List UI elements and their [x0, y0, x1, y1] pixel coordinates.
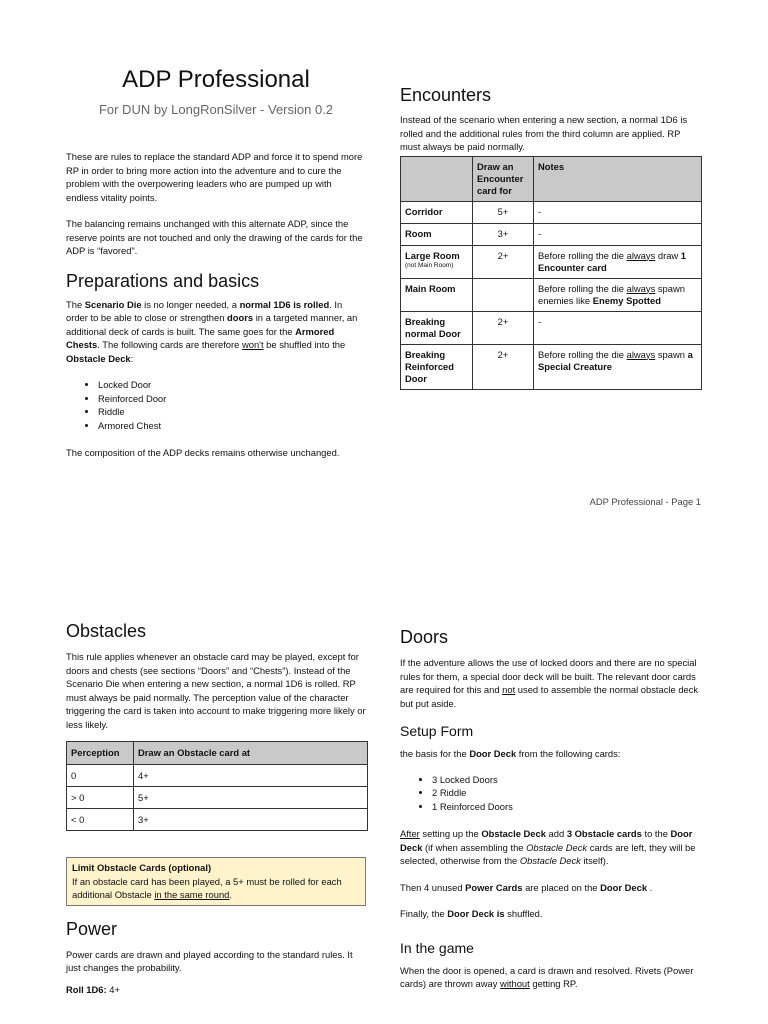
table-cell: 4+	[134, 765, 368, 787]
door-deck-list	[400, 773, 702, 814]
list-item: • Locked Door	[98, 378, 366, 392]
table-row	[401, 278, 702, 311]
left-column-page-1	[66, 66, 366, 460]
power-roll: Roll 1D6: 4+	[66, 983, 120, 995]
obstacles-paragraph: This rule applies whenever an obstacle card may be played, except for doors and chests (see sections “Doors” and “Chests”). Instead of the Scenario Die when entering a new section, a normal 1D6 is rolled. RP must always be paid normally. The perception value of the character triggering the card is taken into account to make triggering more likely or less likely.	[66, 651, 366, 730]
perception-table	[66, 741, 368, 831]
table-cell: -	[534, 311, 702, 344]
table-cell: Breaking normal Door	[401, 311, 473, 344]
table-cell: 3+	[473, 223, 534, 245]
table-cell: Before rolling the die always draw 1 Encounter card	[534, 245, 702, 278]
in-the-game-heading: In the game	[400, 939, 474, 956]
excluded-cards-list	[66, 378, 366, 432]
after-setup-paragraph: After setting up the Obstacle Deck add 3 Obstacle cards to the Door Deck (if when assembling the Obstacle Deck cards are left, they will be selected, otherwise from the Obstacle Deck itself).	[400, 828, 696, 866]
table-header-row	[67, 742, 368, 765]
encounters-table	[400, 156, 702, 390]
list-item: • Armored Chest	[98, 419, 366, 433]
table-row	[401, 245, 702, 278]
limit-obstacle-callout: Limit Obstacle Cards (optional) If an obstacle card has been played, a 5+ must be rolled for each additional Obstacle in the same round.	[66, 857, 366, 906]
encounters-heading: Encounters	[400, 85, 492, 105]
list-item: • Riddle	[98, 405, 366, 419]
table-header-cell	[401, 156, 473, 201]
list-item: • 1 Reinforced Doors	[432, 800, 702, 814]
table-cell: Before rolling the die always spawn enemies like Enemy Spotted	[534, 278, 702, 311]
setup-paragraph: the basis for the Door Deck from the following cards:	[400, 748, 621, 759]
table-header-cell: Perception	[67, 742, 134, 765]
table-cell: Large Room (not Main Room)	[401, 245, 473, 278]
doors-paragraph: If the adventure allows the use of locked doors and there are no special rules for them, a special door deck will be built. The relevant door cards are required for this and not used to assemble the normal obstacle deck but put aside.	[400, 657, 699, 709]
document-title: ADP Professional	[122, 66, 310, 93]
in-the-game-paragraph: When the door is opened, a card is drawn and resolved. Rivets (Power cards) are thrown away without getting RP.	[400, 964, 694, 989]
table-cell: 0	[67, 765, 134, 787]
table-cell: Before rolling the die always spawn a Special Creature	[534, 344, 702, 389]
table-cell: 3+	[134, 809, 368, 831]
power-paragraph: Power cards are drawn and played according to the standard rules. It just changes the probability.	[66, 948, 353, 973]
table-cell: 2+	[473, 245, 534, 278]
table-row	[67, 787, 368, 809]
table-header-row	[401, 156, 702, 201]
table-cell: < 0	[67, 809, 134, 831]
table-row	[401, 311, 702, 344]
setup-form-heading: Setup Form	[400, 723, 474, 739]
table-cell: > 0	[67, 787, 134, 809]
shuffle-paragraph: Finally, the Door Deck is shuffled.	[400, 908, 543, 919]
table-header-cell: Draw an Encounter card for	[473, 156, 534, 201]
list-item: • Reinforced Door	[98, 392, 366, 406]
preparations-heading: Preparations and basics	[66, 270, 260, 291]
table-cell: Corridor	[401, 201, 473, 223]
intro-paragraph-2: The balancing remains unchanged with this alternate ADP, since the reserve points are not touched and only the drawing of the cards for the ADP is “favored”.	[66, 218, 363, 256]
table-cell: Breaking Reinforced Door	[401, 344, 473, 389]
table-cell: Room	[401, 223, 473, 245]
page-footer: ADP Professional - Page 1	[589, 496, 701, 507]
table-header-cell: Notes	[534, 156, 702, 201]
page-2	[0, 580, 768, 1024]
doors-heading: Doors	[400, 627, 449, 647]
table-cell: -	[534, 201, 702, 223]
table-cell: 5+	[134, 787, 368, 809]
preparations-paragraph: The Scenario Die is no longer needed, a normal 1D6 is rolled. In order to be able to close or strengthen doors in a targeted manner, an additional deck of cards is built. The same goes for the Armored Chests. The following cards are therefore won't be shuffled into the Obstacle Deck:	[66, 298, 358, 364]
document-subtitle: For DUN by LongRonSilver - Version 0.2	[98, 102, 334, 117]
table-row	[401, 201, 702, 223]
table-row	[401, 344, 702, 389]
table-row	[401, 223, 702, 245]
table-row	[67, 809, 368, 831]
left-column-page-2	[66, 620, 366, 996]
encounters-intro: Instead of the scenario when entering a new section, a normal 1D6 is rolled and the additional rules from the third column are applied. RP must always be paid normally.	[400, 114, 688, 152]
table-cell: 2+	[473, 344, 534, 389]
right-column-page-1	[400, 84, 702, 390]
obstacles-heading: Obstacles	[66, 621, 147, 641]
right-column-page-2	[400, 626, 702, 991]
power-heading: Power	[66, 918, 118, 939]
callout-title: Limit Obstacle Cards (optional)	[72, 862, 212, 873]
list-item: • 2 Riddle	[432, 786, 702, 800]
table-cell: Main Room	[401, 278, 473, 311]
table-header-cell: Draw an Obstacle card at	[134, 742, 368, 765]
preparations-closing: The composition of the ADP decks remains otherwise unchanged.	[66, 447, 340, 458]
table-cell: 2+	[473, 311, 534, 344]
list-item: • 3 Locked Doors	[432, 773, 702, 787]
power-cards-paragraph: Then 4 unused Power Cards are placed on the Door Deck .	[400, 881, 653, 893]
table-cell	[473, 278, 534, 311]
table-cell: -	[534, 223, 702, 245]
table-row	[67, 765, 368, 787]
table-cell: 5+	[473, 201, 534, 223]
intro-paragraph-1: These are rules to replace the standard ADP and force it to spend more RP in order to bring more action into the adventure and to cure the problem with the overpowering leaders who are pumped up with endless vitality points.	[66, 151, 363, 203]
